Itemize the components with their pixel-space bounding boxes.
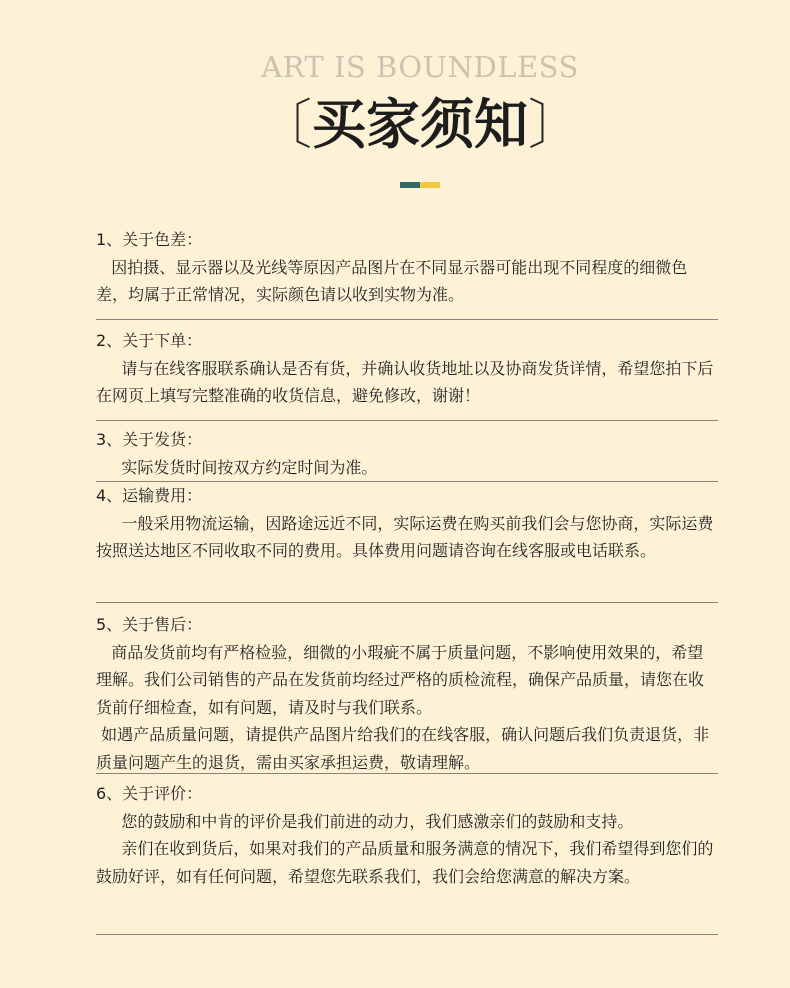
page-subtitle: ART IS BOUNDLESS — [261, 50, 579, 84]
section-divider — [96, 319, 718, 320]
section-divider — [96, 420, 718, 421]
section-shipping — [96, 426, 716, 481]
title-bracket-right: 〕 — [528, 93, 582, 156]
page-title — [0, 88, 790, 161]
section-paragraph: 实际发货时间按双方约定时间为准。 — [96, 457, 378, 477]
section-ordering — [96, 327, 716, 410]
section-heading: 4、运输费用： — [96, 486, 203, 505]
accent-bar — [400, 182, 440, 188]
section-heading: 2、关于下单： — [96, 331, 203, 350]
section-heading: 5、关于售后： — [96, 615, 203, 634]
page-title-text: 买家须知 — [312, 92, 528, 156]
section-paragraph: 因拍摄、显示器以及光线等原因产品图片在不同显示器可能出现不同程度的细微色差，均属于正常情况，实际颜色请以收到实物为准。 — [96, 257, 688, 304]
accent-bar-teal — [400, 182, 420, 188]
section-color-difference — [96, 226, 716, 309]
section-heading: 1、关于色差： — [96, 230, 203, 249]
section-divider — [96, 602, 718, 603]
section-paragraph: 一般采用物流运输，因路途远近不同，实际运费在购买前我们会与您协商，实际运费按照送达地区不同收取不同的费用。具体费用问题请咨询在线客服或电话联系。 — [96, 513, 714, 560]
section-heading: 6、关于评价： — [96, 784, 203, 803]
section-paragraph: 亲们在收到货后，如果对我们的产品质量和服务满意的情况下，我们希望得到您们的鼓励好评，如有任何问题，希望您先联系我们，我们会给您满意的解决方案。 — [96, 839, 714, 886]
section-heading: 3、关于发货： — [96, 430, 203, 449]
accent-bar-yellow — [420, 182, 440, 188]
section-paragraph: 您的鼓励和中肯的评价是我们前进的动力，我们感激亲们的鼓励和支持。 — [96, 811, 634, 831]
section-paragraph: 请与在线客服联系确认是否有货，并确认收货地址以及协商发货详情，希望您拍下后在网页上填写完整准确的收货信息，避免修改，谢谢！ — [96, 358, 714, 405]
section-paragraph: 商品发货前均有严格检验，细微的小瑕疵不属于质量问题，不影响使用效果的，希望理解。我们公司销售的产品在发货前均经过严格的质检流程，确保产品质量，请您在收货前仔细检查，如有问题，请及时与我们联系。 — [96, 642, 705, 717]
section-after-sales — [96, 611, 716, 776]
section-divider — [96, 934, 718, 935]
section-reviews — [96, 780, 716, 890]
page-header — [0, 0, 790, 200]
title-bracket-left: 〔 — [258, 93, 312, 156]
section-divider — [96, 773, 718, 774]
section-freight-cost — [96, 482, 716, 565]
section-paragraph: 如遇产品质量问题，请提供产品图片给我们的在线客服，确认问题后我们负责退货，非质量问题产生的退货，需由买家承担运费，敬请理解。 — [96, 725, 710, 772]
